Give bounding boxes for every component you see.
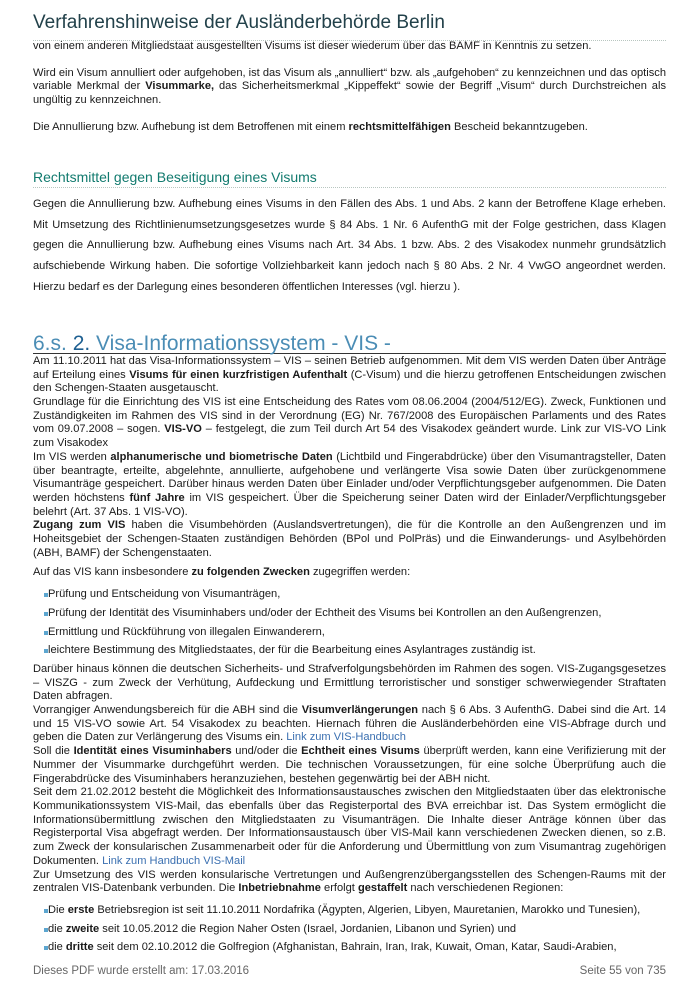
section-heading-vis: 6.s. 2. Visa-Informationssystem - VIS - [33,337,666,354]
paragraph: Seit dem 21.02.2012 besteht die Möglichkeit des Informationsaustausches zwischen den Mitgliedstaaten über das elektronische Kommunikationssystem VIS-Mail, das ebenfalls über das Registerportal des BVA erreichbar ist. Das System ermöglicht die Informationsübermittlung zwischen den Mitgliedstaaten zu Visumanträgen. Die Inhalte dieser Anträge können über das Registerportal Visa abgefragt werden. Der Informationsaustausch über VIS-Mail kann verschiedenen Zwecken dienen, so z.B. zum Zweck der konsularischen Zusammenarbeit oder für die Anforderung und Übermittlung von zum Visumantrag zugehörigen Dokumenten. Link zum Handbuch VIS-Mail [33,786,666,867]
bullet-icon [44,946,48,950]
paragraph: Im VIS werden alphanumerische und biometrische Daten (Lichtbild und Fingerabdrücke) über den Visumantragsteller, Daten über beantragte, erteilte, abgelehnte, annullierte, aufgehobene und verlängerte Visa sowie Daten über zurückgenommene Visumanträge gespeichert. Darüber hinaus werden Daten über Einlader und/oder Verpflichtungsgeber aufgenommen. Die Daten werden höchstens fünf Jahre im VIS gespeichert. Über die Speicherung seiner Daten wird der Einlader/Verpflichtungsgeber belehrt (Art. 37 Abs. 1 VIS-VO). [33,450,666,518]
bullet-icon [44,909,48,913]
bullet-icon [44,593,48,597]
bullet-icon [44,631,48,635]
paragraph: Gegen die Annullierung bzw. Aufhebung eines Visums in den Fällen des Abs. 1 und Abs. 2 kann der Betroffene Klage erheben. Mit Umsetzung des Richtlinienumsetzungsgesetzes wurde § 84 Abs. 1 Nr. 6 AufenthG mit der Folge gestrichen, dass Klagen gegen die Annullierung bzw. Aufhebung eines Visums nach Art. 34 Abs. 1 bzw. Abs. 2 des Visakodex nunmehr grundsätzlich aufschiebende Wirkung haben. Die sofortige Vollziehbarkeit kann jedoch nach § 80 Abs. 2 Nr. 4 VwGO angeordnet werden. Hierzu bedarf es der Darlegung eines besonderen öffentlichen Interesses (vgl. hierzu ). [33,198,666,293]
bullet-icon [44,612,48,616]
paragraph: Vorrangiger Anwendungsbereich für die ABH sind die Visumverlängerungen nach § 6 Abs. 3 AufenthG. Dabei sind die Art. 14 und 15 VIS-VO sowie Art. 54 Visakodex zu beachten. Hiernach führen die Ausländerbehörden eine VIS-Abfrage durch und geben die Daten zur Verlängerung des Visums ein. Link zum VIS-Handbuch [33,704,667,744]
paragraph: Wird ein Visum annulliert oder aufgehoben, ist das Visum als „annulliert“ bzw. als „aufgehoben“ zu kennzeichnen und das optisch variable Merkmal der Visummarke, das Sicherheitsmerkmal „Kippeffekt“ sowie der Begriff „Visum“ durch Durchstreichen als ungültig zu kennzeichnen. [33,66,666,107]
purpose-list [33,588,666,658]
paragraph: Die Annullierung bzw. Aufhebung ist dem Betroffenen mit einem rechtsmittelfähigen Bescheid bekanntzugeben. [33,120,588,133]
paragraph: von einem anderen Mitgliedstaat ausgestellten Visums ist dieser wiederum über das BAMF in Kenntnis zu setzen. [33,40,592,52]
bullet-icon [44,928,48,932]
paragraph: Am 11.10.2011 hat das Visa-Informationssystem – VIS – seinen Betrieb aufgenommen. Mit dem VIS werden Daten über Anträge auf Erteilung eines Visums für einen kurzfristigen Aufenthalt (C-Visum) und die hierzu getroffenen Entscheidungen zwischen den Schengen-Staaten ausgetauscht. [33,354,666,395]
list-item: leichtere Bestimmung des Mitgliedstaates, der für die Bearbeitung eines Asylantrages zuständig ist. [33,644,666,658]
document-body [33,40,666,960]
page-footer [33,965,666,977]
list-item: die zweite seit 10.05.2012 die Region Naher Osten (Israel, Jordanien, Libanon und Syrien) und [33,923,666,937]
paragraph: Zur Umsetzung des VIS werden konsularische Vertretungen und Außengrenzübergangsstellen des Schengen-Raums mit der zentralen VIS-Datenbank verbunden. Die Inbetriebnahme erfolgt gestaffelt nach verschiedenen Regionen: [33,868,666,895]
paragraph: Auf das VIS kann insbesondere zu folgenden Zwecken zugegriffen werden: [33,566,411,579]
bullet-icon [44,649,48,653]
page-number: Seite 55 von 735 [579,965,666,977]
pdf-created-date: Dieses PDF wurde erstellt am: 17.03.2016 [33,965,250,977]
list-item: Prüfung und Entscheidung von Visumanträgen, [33,588,666,602]
region-list [33,904,666,955]
section-heading-rechtsmittel: Rechtsmittel gegen Beseitigung eines Visums [33,171,666,189]
list-item: Ermittlung und Rückführung von illegalen Einwanderern, [33,626,666,640]
paragraph: Grundlage für die Einrichtung des VIS ist eine Entscheidung des Rates vom 08.06.2004 (2004/512/EG). Zweck, Funktionen und Zuständigkeiten im Rahmen des VIS sind in der Verordnung (EG) Nr. 767/2008 des Europäischen Parlaments und des Rates vom 09.07.2008 – sogen. VIS-VO – festgelegt, die zum Teil durch Art 54 des Visakodex geändert wurde. Link zur VIS-VO Link zum Visakodex [33,396,666,450]
vis-mail-handbuch-link[interactable]: Link zum Handbuch VIS-Mail [102,854,246,867]
paragraph: Soll die Identität eines Visuminhabers und/oder die Echtheit eines Visums überprüft werden, kann eine Verifizierung mit der Nummer der Visummarke durchgeführt werden. Die technischen Voraussetzungen, für eine solche Überprüfung auch die Fingerabdrücke des Visuminhabers heranzuziehen, bestehen gegenwärtig bei der ABH nicht. [33,745,666,785]
list-item: die dritte seit dem 02.10.2012 die Golfregion (Afghanistan, Bahrain, Iran, Irak, Kuwait, Oman, Katar, Saudi-Arabien, [33,941,666,955]
list-item: Prüfung der Identität des Visuminhabers und/oder der Echtheit des Visums bei Kontrollen an den Außengrenzen, [33,607,666,621]
vis-handbuch-link[interactable]: Link zum VIS-Handbuch [286,731,406,744]
page-title: Verfahrenshinweise der Ausländerbehörde Berlin [33,12,666,41]
paragraph: Zugang zum VIS haben die Visumbehörden (Auslandsvertretungen), die für die Kontrolle an den Außengrenzen und im Hoheitsgebiet der Schengen-Staaten zuständigen Behörden (BPol und PolPräs) und die Einwanderungs- und Asylbehörden (ABH, BAMF) der Schengenstaaten. [33,519,666,559]
paragraph: Darüber hinaus können die deutschen Sicherheits- und Strafverfolgungsbehörden im Rahmen des sogen. VIS-Zugangsgesetzes – VISZG - zum Zweck der Verhütung, Aufdeckung und Ermittlung terroristischer und sonstiger schwerwiegender Straftaten Daten abfragen. [33,662,666,703]
list-item: Die erste Betriebsregion ist seit 11.10.2011 Nordafrika (Ägypten, Algerien, Libyen, Mauretanien, Marokko und Tunesien), [33,904,666,918]
